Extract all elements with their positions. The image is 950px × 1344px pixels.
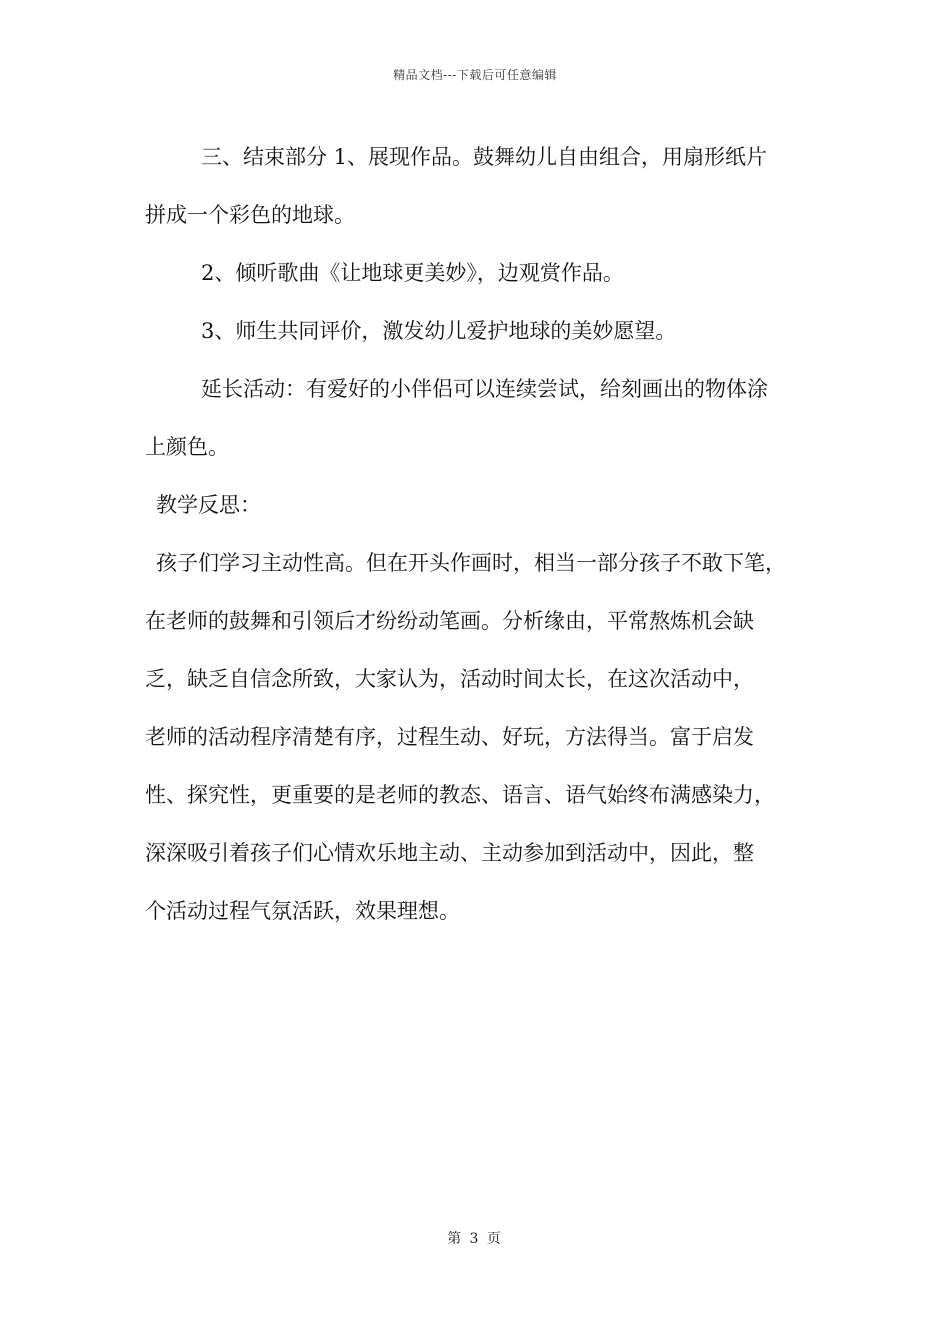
paragraph-line: 3、师生共同评价，激发幼儿爱护地球的美妙愿望。: [201, 319, 677, 343]
paragraph-line: 个活动过程气氛活跃，效果理想。: [145, 899, 460, 923]
paragraph-line: 上颜色。: [145, 435, 229, 459]
page-header: 精品文档---下载后可任意编辑: [393, 68, 557, 82]
paragraph-line: 乏，缺乏自信念所致，大家认为，活动时间太长，在这次活动中，: [145, 667, 754, 691]
document-body: [145, 128, 835, 940]
section-heading: 教学反思：: [156, 493, 261, 517]
page-number: 第 3 页: [447, 1231, 503, 1247]
paragraph-line: 深深吸引着孩子们心情欢乐地主动、主动参加到活动中，因此，整: [145, 841, 754, 865]
paragraph-line: 拼成一个彩色的地球。: [145, 203, 355, 227]
paragraph-line: 老师的活动程序清楚有序，过程生动、好玩，方法得当。富于启发: [145, 725, 754, 749]
paragraph-line: 三、结束部分 1、展现作品。鼓舞幼儿自由组合，用扇形纸片: [201, 145, 768, 169]
paragraph-line: 延长活动：有爱好的小伴侣可以连续尝试，给刻画出的物体涂: [201, 377, 768, 401]
paragraph-line: 性、探究性，更重要的是老师的教态、语言、语气始终布满感染力，: [145, 783, 775, 807]
paragraph-line: 2、倾听歌曲《让地球更美妙》，边观赏作品。: [201, 261, 624, 285]
paragraph-line: 在老师的鼓舞和引领后才纷纷动笔画。分析缘由，平常熬炼机会缺: [145, 609, 754, 633]
paragraph-line: 孩子们学习主动性高。但在开头作画时，相当一部分孩子不敢下笔，: [156, 551, 786, 575]
